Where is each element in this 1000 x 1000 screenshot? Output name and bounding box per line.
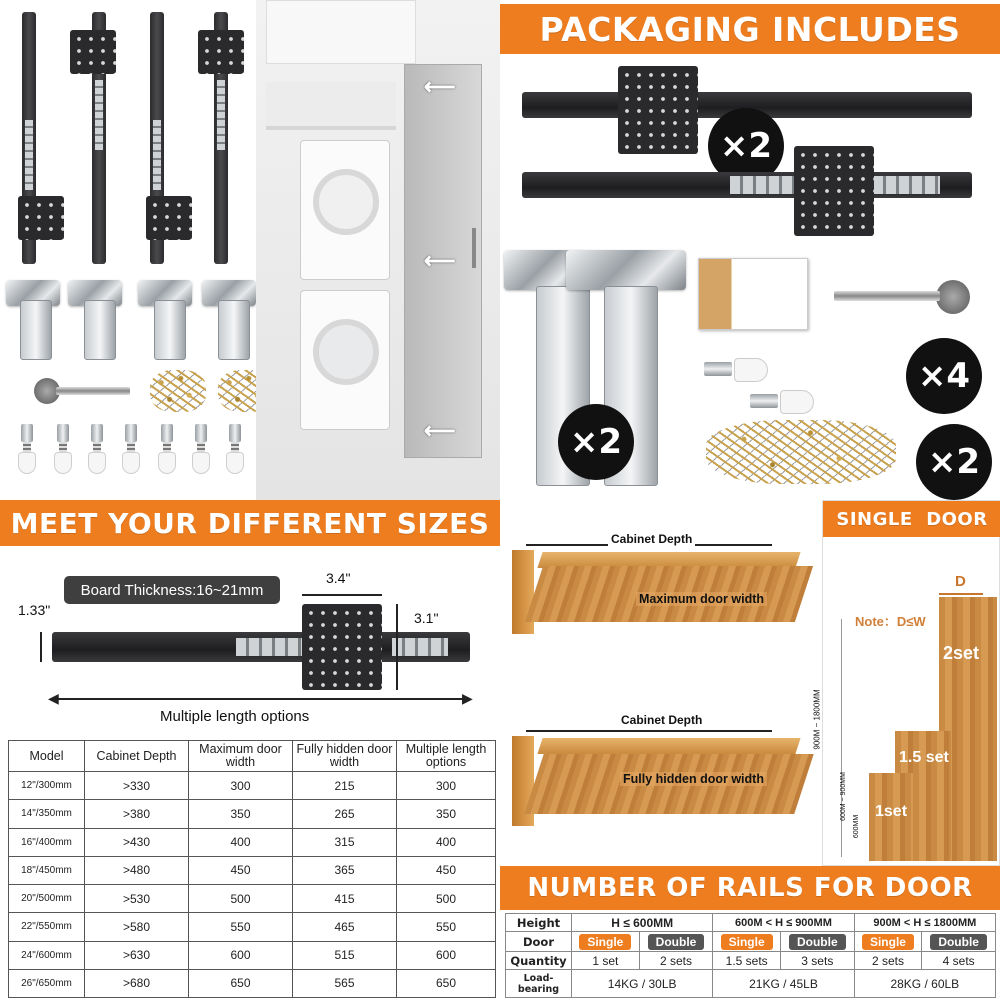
table-cell: 600 <box>397 941 496 969</box>
packaging-banner: PACKAGING INCLUDES <box>500 4 1000 54</box>
door-stopper-7 <box>226 424 244 480</box>
slide-rail-1-bearings <box>25 120 33 190</box>
table-header: Fully hidden door width <box>293 741 397 772</box>
door-15set-label: 1.5 set <box>899 749 949 766</box>
plate-height-line <box>396 604 398 690</box>
hinge-3-arm <box>154 300 186 360</box>
rails-table <box>505 913 996 998</box>
table-cell: 265 <box>293 800 397 828</box>
dryer-icon <box>300 140 390 280</box>
length-dimension-line <box>52 698 470 700</box>
load-cell: 21KG / 45LB <box>713 970 854 998</box>
table-cell: 500 <box>397 885 496 913</box>
table-cell: 300 <box>189 772 293 800</box>
table-cell: 600 <box>189 941 293 969</box>
screw-pile-1 <box>150 370 206 412</box>
table-cell: 415 <box>293 885 397 913</box>
instruction-sheet <box>698 258 808 330</box>
plate-width-label: 3.4" <box>326 570 351 586</box>
row-label: Height <box>506 914 572 932</box>
height-scale-line <box>841 619 842 857</box>
cabinet-depth-label-2: Cabinet Depth <box>618 713 705 727</box>
door-cell <box>572 932 640 952</box>
table-row <box>9 828 496 856</box>
single-badge: Single <box>721 934 773 950</box>
table-header-row <box>9 741 496 772</box>
table-cell: 500 <box>189 885 293 913</box>
load-cell: 14KG / 30LB <box>572 970 713 998</box>
slide-rail-4-bearings <box>217 80 225 150</box>
range-small-label: 600MM <box>853 814 861 839</box>
table-cell: >630 <box>85 941 189 969</box>
table-cell: 215 <box>293 772 397 800</box>
slide-rail-2-bearings <box>95 80 103 150</box>
mounting-plate-1 <box>18 196 64 240</box>
door-stopper-2 <box>54 424 72 480</box>
hidden-door-width-label: Fully hidden door width <box>620 772 767 786</box>
door-1set-label: 1set <box>875 803 908 820</box>
door-2set-label: 2set <box>943 643 980 663</box>
door-cell <box>922 932 996 952</box>
table-cell: 300 <box>397 772 496 800</box>
table-row <box>506 970 996 998</box>
table-cell: >430 <box>85 828 189 856</box>
double-badge: Double <box>930 934 987 950</box>
double-badge: Double <box>789 934 846 950</box>
plate-width-line <box>302 594 382 596</box>
mounting-plate-4 <box>198 30 244 74</box>
quantity-cell: 2 sets <box>854 952 922 970</box>
table-cell: 16"/400mm <box>9 828 85 856</box>
sizes-panel <box>0 500 500 740</box>
quantity-cell: 2 sets <box>639 952 713 970</box>
depth-line-2 <box>526 730 772 732</box>
table-cell: 550 <box>189 913 293 941</box>
quantity-cell: 1 set <box>572 952 640 970</box>
arrow-right-icon: ⟵ <box>424 418 456 443</box>
load-cell: 28KG / 60LB <box>854 970 995 998</box>
quantity-cell: 4 sets <box>922 952 996 970</box>
table-cell: 350 <box>189 800 293 828</box>
length-arrow-right-icon: ▶ <box>462 690 473 706</box>
single-badge: Single <box>862 934 914 950</box>
mounting-plate-3 <box>146 196 192 240</box>
row-label: Door <box>506 932 572 952</box>
door-stopper-1 <box>18 424 36 480</box>
forstner-bit <box>56 387 130 395</box>
table-cell: 24"/600mm <box>9 941 85 969</box>
door-depth-line <box>939 593 983 595</box>
table-cell: 550 <box>397 913 496 941</box>
table-row <box>9 800 496 828</box>
plate-height-label: 3.1" <box>414 610 439 626</box>
height-cell: 600M < H ≤ 900MM <box>713 914 854 932</box>
single-door-banner: SINGLE DOOR <box>823 501 1000 537</box>
single-door-panel <box>812 500 1000 866</box>
product-overview-panel <box>0 0 500 500</box>
table-cell: 14"/350mm <box>9 800 85 828</box>
door-cell <box>781 932 855 952</box>
note-label: Note：D≤W <box>855 614 926 629</box>
qty-rails-badge: ×2 <box>708 108 784 184</box>
door-stopper-3 <box>88 424 106 480</box>
table-cell: 450 <box>189 856 293 884</box>
upper-cabinet <box>266 0 416 64</box>
cabinet-top-2 <box>537 738 800 754</box>
package-stopper-2 <box>750 386 794 420</box>
cabinet-depth-label-1: Cabinet Depth <box>608 532 695 546</box>
table-cell: 22"/550mm <box>9 913 85 941</box>
sizes-banner: MEET YOUR DIFFERENT SIZES <box>0 500 500 546</box>
table-cell: 26"/650mm <box>9 969 85 997</box>
cabinet-depth-panel <box>500 500 822 862</box>
sizes-rail-bearings-2 <box>392 638 448 656</box>
table-cell: >330 <box>85 772 189 800</box>
range-large-label: 900M ~ 1800MM <box>812 689 822 750</box>
package-stopper-1 <box>704 354 748 388</box>
table-cell: >680 <box>85 969 189 997</box>
shelf-with-baskets <box>266 82 396 130</box>
door-stopper-5 <box>158 424 176 480</box>
door-cell <box>854 932 922 952</box>
hinge-2-arm <box>84 300 116 360</box>
table-cell: >380 <box>85 800 189 828</box>
range-mid-label: 600M ~ 900MM <box>839 772 847 821</box>
slide-rail-3-bearings <box>153 120 161 190</box>
table-cell: 650 <box>397 969 496 997</box>
rail-height-label: 1.33" <box>18 602 51 618</box>
mounting-plate-2 <box>70 30 116 74</box>
board-thickness-label: Board Thickness:16~21mm <box>64 576 280 604</box>
qty-screws-badge: ×2 <box>916 424 992 500</box>
table-row <box>9 969 496 997</box>
table-cell: 650 <box>189 969 293 997</box>
package-screw-pile <box>706 420 896 484</box>
table-cell: >530 <box>85 885 189 913</box>
table-cell: 515 <box>293 941 397 969</box>
height-dimension-line <box>40 632 42 662</box>
quantity-cell: 3 sets <box>781 952 855 970</box>
package-plate-1 <box>618 66 698 154</box>
table-cell: 400 <box>397 828 496 856</box>
height-cell: H ≤ 600MM <box>572 914 713 932</box>
length-options-label: Multiple length options <box>160 708 310 725</box>
row-label: Quantity <box>506 952 572 970</box>
table-cell: 400 <box>189 828 293 856</box>
table-row <box>9 885 496 913</box>
door-stopper-6 <box>192 424 210 480</box>
max-door-width-label: Maximum door width <box>636 592 767 606</box>
table-cell: 450 <box>397 856 496 884</box>
door-depth-label: D <box>955 573 966 590</box>
table-header: Multiple length options <box>397 741 496 772</box>
package-hinge-2 <box>566 250 686 290</box>
door-cell <box>639 932 713 952</box>
table-row <box>506 932 996 952</box>
table-cell: 565 <box>293 969 397 997</box>
size-spec-table <box>8 740 496 998</box>
table-header: Cabinet Depth <box>85 741 189 772</box>
laundry-cabinet-photo <box>256 0 500 500</box>
sizes-plate <box>302 604 382 690</box>
table-cell: 465 <box>293 913 397 941</box>
table-cell: 18"/450mm <box>9 856 85 884</box>
table-cell: >580 <box>85 913 189 941</box>
door-stopper-4 <box>122 424 140 480</box>
washer-icon <box>300 290 390 430</box>
table-header: Maximum door width <box>189 741 293 772</box>
table-row <box>506 914 996 932</box>
table-row <box>9 856 496 884</box>
qty-hinges-badge: ×2 <box>558 404 634 480</box>
table-cell: 350 <box>397 800 496 828</box>
package-forstner-head <box>936 280 970 314</box>
qty-stoppers-badge: ×4 <box>906 338 982 414</box>
package-plate-2 <box>794 146 874 236</box>
door-cell <box>713 932 781 952</box>
single-badge: Single <box>579 934 631 950</box>
height-cell: 900M < H ≤ 1800MM <box>854 914 995 932</box>
table-cell: 12"/300mm <box>9 772 85 800</box>
hinge-1-arm <box>20 300 52 360</box>
double-badge: Double <box>648 934 705 950</box>
sizes-rail-bearings <box>236 638 302 656</box>
arrow-right-icon: ⟵ <box>424 248 456 273</box>
rails-banner: NUMBER OF RAILS FOR DOOR <box>500 866 1000 910</box>
table-row <box>506 952 996 970</box>
row-label: Load-bearing <box>506 970 572 998</box>
table-cell: >480 <box>85 856 189 884</box>
table-row <box>9 941 496 969</box>
table-row <box>9 913 496 941</box>
door-handle <box>472 228 476 268</box>
table-cell: 20"/500mm <box>9 885 85 913</box>
arrow-right-icon: ⟵ <box>424 74 456 99</box>
packaging-panel <box>500 0 1000 500</box>
table-row <box>9 772 496 800</box>
package-forstner-bit <box>834 291 940 301</box>
table-cell: 365 <box>293 856 397 884</box>
table-header: Model <box>9 741 85 772</box>
quantity-cell: 1.5 sets <box>713 952 781 970</box>
length-arrow-left-icon: ◀ <box>48 690 59 706</box>
hinge-4-arm <box>218 300 250 360</box>
table-cell: 315 <box>293 828 397 856</box>
